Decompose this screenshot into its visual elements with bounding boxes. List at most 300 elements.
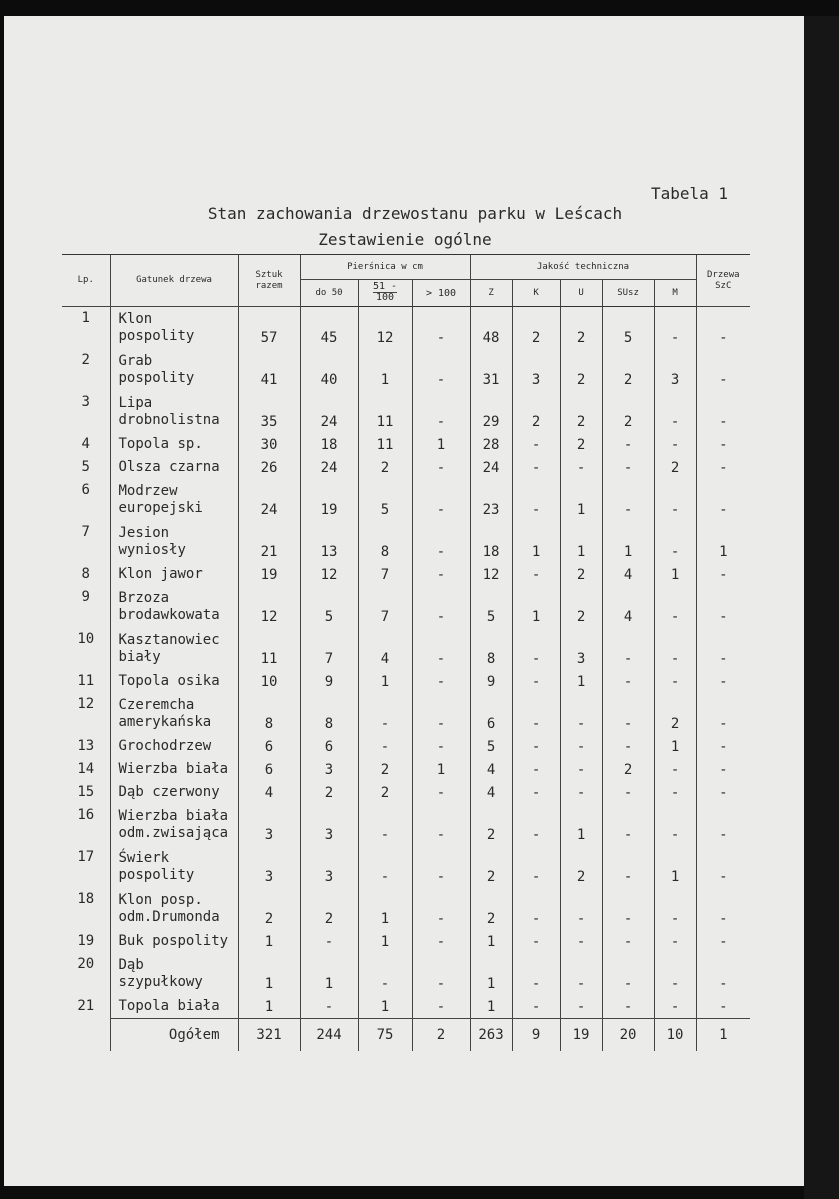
row-lp: 3: [81, 394, 90, 410]
species-name-line1: Topola biała: [118, 998, 220, 1014]
value-cell: -: [412, 804, 470, 846]
species-name-line1: Kasztanowiec: [118, 632, 220, 648]
value-cell: -: [560, 930, 602, 953]
value-cell: -: [602, 930, 654, 953]
value-cell: -: [696, 307, 750, 350]
value-cell: 5: [470, 586, 512, 628]
range-bottom: 100: [375, 292, 395, 303]
value-cell: 11: [238, 628, 300, 670]
value-cell: 7: [358, 563, 412, 586]
table-number: Tabela 1: [651, 184, 729, 203]
table-row: [62, 693, 750, 735]
value-cell: -: [602, 456, 654, 479]
value-cell: -: [560, 995, 602, 1019]
total-cell: 20: [602, 1019, 654, 1052]
species-name-line1: Topola sp.: [118, 436, 203, 452]
page-title: Stan zachowania drzewostanu parku w Leścach: [207, 204, 623, 223]
species-name-line1: Klon: [118, 311, 153, 327]
value-cell: 26: [238, 456, 300, 479]
value-cell: 8: [470, 628, 512, 670]
row-lp: 21: [77, 998, 95, 1014]
value-cell: -: [696, 433, 750, 456]
value-cell: 45: [300, 307, 358, 350]
value-cell: 4: [470, 758, 512, 781]
value-cell: 2: [358, 758, 412, 781]
total-cell: 321: [238, 1019, 300, 1052]
species-name: [110, 391, 238, 433]
species-name-line2: biały: [118, 649, 161, 665]
value-cell: 23: [470, 479, 512, 521]
value-cell: 11: [358, 433, 412, 456]
value-cell: 1: [560, 670, 602, 693]
value-cell: -: [696, 563, 750, 586]
species-name-line2: odm.zwisająca: [118, 825, 229, 841]
value-cell: -: [412, 930, 470, 953]
header-over100: > 100: [412, 280, 470, 307]
value-cell: -: [654, 670, 696, 693]
total-cell: 2: [412, 1019, 470, 1052]
value-cell: 2: [654, 456, 696, 479]
value-cell: 24: [238, 479, 300, 521]
value-cell: 21: [238, 521, 300, 563]
table-row: [62, 521, 750, 563]
total-cell: 9: [512, 1019, 560, 1052]
range-fraction: [373, 282, 397, 303]
value-cell: -: [654, 995, 696, 1019]
value-cell: 2: [470, 846, 512, 888]
value-cell: 11: [358, 391, 412, 433]
value-cell: 2: [560, 307, 602, 350]
range-top: 51 -: [372, 281, 398, 292]
species-name: [110, 781, 238, 804]
species-name-line2: amerykańska: [118, 714, 212, 730]
value-cell: 4: [470, 781, 512, 804]
total-cell: 75: [358, 1019, 412, 1052]
header-u: U: [560, 280, 602, 307]
value-cell: 10: [238, 670, 300, 693]
value-cell: 12: [300, 563, 358, 586]
species-name-line1: Lipa: [118, 395, 153, 411]
table-row: [62, 391, 750, 433]
value-cell: -: [412, 563, 470, 586]
value-cell: 3: [512, 349, 560, 391]
value-cell: 7: [300, 628, 358, 670]
value-cell: 31: [470, 349, 512, 391]
value-cell: 48: [470, 307, 512, 350]
value-cell: 6: [238, 735, 300, 758]
value-cell: -: [512, 953, 560, 995]
table-row: [62, 953, 750, 995]
table-row: [62, 433, 750, 456]
species-name: [110, 735, 238, 758]
value-cell: 4: [238, 781, 300, 804]
total-cell: 10: [654, 1019, 696, 1052]
row-lp: 18: [77, 891, 95, 907]
value-cell: 5: [602, 307, 654, 350]
value-cell: -: [696, 846, 750, 888]
species-name: [110, 349, 238, 391]
value-cell: 1: [654, 563, 696, 586]
value-cell: -: [696, 953, 750, 995]
value-cell: -: [696, 735, 750, 758]
table-row: [62, 563, 750, 586]
species-name-line1: Wierzba biała: [118, 808, 229, 824]
value-cell: 1: [238, 930, 300, 953]
species-name-line2: odm.Drumonda: [118, 909, 220, 925]
value-cell: 4: [358, 628, 412, 670]
header-gatunek: Gatunek drzewa: [110, 255, 238, 307]
value-cell: -: [560, 735, 602, 758]
table-row: [62, 781, 750, 804]
species-name: [110, 479, 238, 521]
row-lp: 8: [81, 566, 90, 582]
scan-edge: [804, 16, 839, 1199]
value-cell: -: [560, 456, 602, 479]
value-cell: -: [696, 479, 750, 521]
species-name: [110, 628, 238, 670]
value-cell: 2: [358, 781, 412, 804]
species-name-line1: Klon posp.: [118, 892, 203, 908]
value-cell: -: [696, 391, 750, 433]
value-cell: -: [696, 670, 750, 693]
species-name-line2: europejski: [118, 500, 203, 516]
value-cell: -: [512, 433, 560, 456]
value-cell: -: [654, 628, 696, 670]
value-cell: 2: [654, 693, 696, 735]
value-cell: -: [412, 735, 470, 758]
value-cell: 2: [560, 433, 602, 456]
species-name-line1: Grochodrzew: [118, 738, 212, 754]
value-cell: 2: [512, 391, 560, 433]
value-cell: -: [602, 781, 654, 804]
value-cell: 57: [238, 307, 300, 350]
value-cell: 1: [470, 995, 512, 1019]
value-cell: 24: [470, 456, 512, 479]
value-cell: -: [412, 479, 470, 521]
value-cell: -: [654, 930, 696, 953]
species-name-line2: brodawkowata: [118, 607, 220, 623]
value-cell: -: [602, 433, 654, 456]
species-name-line2: szypułkowy: [118, 974, 203, 990]
total-label: Ogółem: [110, 1019, 238, 1052]
species-name-line2: pospolity: [118, 328, 195, 344]
value-cell: -: [512, 479, 560, 521]
value-cell: 9: [470, 670, 512, 693]
table-row: [62, 456, 750, 479]
species-name: [110, 888, 238, 930]
species-name-line1: Dąb: [118, 957, 144, 973]
value-cell: 1: [300, 953, 358, 995]
value-cell: 1: [602, 521, 654, 563]
header-lp: Lp.: [62, 255, 110, 307]
value-cell: -: [512, 628, 560, 670]
value-cell: 1: [412, 758, 470, 781]
value-cell: 18: [470, 521, 512, 563]
value-cell: 1: [358, 670, 412, 693]
species-name: [110, 521, 238, 563]
table-row: [62, 307, 750, 350]
value-cell: -: [512, 930, 560, 953]
species-name: [110, 758, 238, 781]
value-cell: 1: [654, 846, 696, 888]
value-cell: 1: [412, 433, 470, 456]
header-drzewa: [696, 255, 750, 307]
value-cell: -: [654, 804, 696, 846]
value-cell: 12: [470, 563, 512, 586]
value-cell: 2: [300, 888, 358, 930]
header-susz: SUsz: [602, 280, 654, 307]
value-cell: -: [560, 953, 602, 995]
species-name-line1: Modrzew: [118, 483, 178, 499]
value-cell: -: [602, 888, 654, 930]
row-lp: 16: [77, 807, 95, 823]
value-cell: -: [560, 781, 602, 804]
species-name-line1: Klon jawor: [118, 566, 203, 582]
table-row: [62, 628, 750, 670]
row-lp: 20: [77, 956, 95, 972]
value-cell: 2: [560, 586, 602, 628]
header-51-100: [358, 280, 412, 307]
value-cell: -: [696, 995, 750, 1019]
value-cell: -: [512, 563, 560, 586]
value-cell: -: [654, 758, 696, 781]
value-cell: 1: [560, 521, 602, 563]
species-name-line1: Brzoza: [118, 590, 170, 606]
table-row: [62, 586, 750, 628]
value-cell: -: [412, 456, 470, 479]
value-cell: -: [412, 781, 470, 804]
value-cell: 1: [560, 804, 602, 846]
species-name-line2: drobnolistna: [118, 412, 220, 428]
species-name: [110, 456, 238, 479]
species-name-line1: Świerk: [118, 850, 170, 866]
value-cell: 40: [300, 349, 358, 391]
value-cell: -: [512, 781, 560, 804]
species-name-line1: Wierzba biała: [118, 761, 229, 777]
value-cell: 1: [358, 930, 412, 953]
value-cell: -: [512, 693, 560, 735]
value-cell: -: [512, 735, 560, 758]
table-row: [62, 735, 750, 758]
value-cell: 9: [300, 670, 358, 693]
value-cell: -: [358, 735, 412, 758]
value-cell: 35: [238, 391, 300, 433]
species-name: [110, 953, 238, 995]
value-cell: -: [602, 995, 654, 1019]
species-name: [110, 586, 238, 628]
value-cell: -: [602, 670, 654, 693]
row-lp: 10: [77, 631, 95, 647]
value-cell: -: [512, 758, 560, 781]
species-name: [110, 433, 238, 456]
value-cell: -: [512, 456, 560, 479]
total-cell: 244: [300, 1019, 358, 1052]
value-cell: 5: [470, 735, 512, 758]
header-drzewa-line1: Drzewa: [707, 269, 740, 280]
header-sztuk: [238, 255, 300, 307]
row-lp: 4: [81, 436, 90, 452]
row-lp: 17: [77, 849, 95, 865]
value-cell: 28: [470, 433, 512, 456]
value-cell: 29: [470, 391, 512, 433]
value-cell: -: [512, 804, 560, 846]
row-lp: 2: [81, 352, 90, 368]
value-cell: 24: [300, 456, 358, 479]
species-name: [110, 995, 238, 1019]
species-name-line1: Dąb czerwony: [118, 784, 220, 800]
value-cell: 8: [238, 693, 300, 735]
value-cell: 1: [238, 995, 300, 1019]
value-cell: 2: [602, 349, 654, 391]
species-name: [110, 930, 238, 953]
species-name: [110, 563, 238, 586]
value-cell: 2: [300, 781, 358, 804]
value-cell: -: [512, 670, 560, 693]
table-row: [62, 930, 750, 953]
value-cell: -: [412, 888, 470, 930]
value-cell: -: [602, 804, 654, 846]
value-cell: -: [696, 628, 750, 670]
species-name-line1: Olsza czarna: [118, 459, 220, 475]
value-cell: -: [412, 628, 470, 670]
value-cell: -: [654, 391, 696, 433]
table-row: [62, 349, 750, 391]
value-cell: 5: [300, 586, 358, 628]
total-row: [62, 1019, 750, 1052]
value-cell: -: [412, 670, 470, 693]
value-cell: 1: [560, 479, 602, 521]
value-cell: 3: [238, 804, 300, 846]
header-piersnica: Pierśnica w cm: [300, 255, 470, 280]
header-jakosc: Jakość techniczna: [470, 255, 696, 280]
table-row: [62, 670, 750, 693]
value-cell: -: [412, 391, 470, 433]
value-cell: -: [654, 586, 696, 628]
value-cell: 1: [696, 521, 750, 563]
row-lp: 5: [81, 459, 90, 475]
value-cell: -: [358, 953, 412, 995]
header-do50: do 50: [300, 280, 358, 307]
value-cell: -: [696, 456, 750, 479]
value-cell: 6: [238, 758, 300, 781]
row-lp: 6: [81, 482, 90, 498]
species-name-line2: pospolity: [118, 370, 195, 386]
header-z: Z: [470, 280, 512, 307]
value-cell: 4: [602, 586, 654, 628]
value-cell: -: [412, 521, 470, 563]
header-sztuk-line1: Sztuk: [255, 269, 283, 280]
value-cell: -: [602, 735, 654, 758]
value-cell: 3: [300, 804, 358, 846]
value-cell: -: [654, 953, 696, 995]
value-cell: -: [300, 930, 358, 953]
value-cell: 1: [654, 735, 696, 758]
value-cell: 2: [238, 888, 300, 930]
header-drzewa-line2: SzC: [715, 280, 732, 291]
value-cell: 5: [358, 479, 412, 521]
row-lp: 15: [77, 784, 95, 800]
value-cell: 2: [512, 307, 560, 350]
value-cell: 4: [602, 563, 654, 586]
value-cell: 2: [560, 846, 602, 888]
value-cell: -: [696, 693, 750, 735]
header-k: K: [512, 280, 560, 307]
value-cell: -: [512, 888, 560, 930]
value-cell: 2: [560, 349, 602, 391]
table-row: [62, 995, 750, 1019]
value-cell: -: [560, 888, 602, 930]
data-table: [62, 254, 750, 1051]
header-m: M: [654, 280, 696, 307]
value-cell: -: [654, 307, 696, 350]
value-cell: 2: [602, 391, 654, 433]
value-cell: -: [512, 846, 560, 888]
species-name-line1: Grab: [118, 353, 153, 369]
row-lp: 7: [81, 524, 90, 540]
value-cell: 7: [358, 586, 412, 628]
value-cell: 3: [300, 758, 358, 781]
value-cell: 2: [470, 804, 512, 846]
value-cell: -: [654, 521, 696, 563]
row-lp: 9: [81, 589, 90, 605]
value-cell: 41: [238, 349, 300, 391]
row-lp: 1: [81, 310, 90, 326]
value-cell: 1: [358, 995, 412, 1019]
value-cell: 8: [300, 693, 358, 735]
total-cell: 263: [470, 1019, 512, 1052]
value-cell: 1: [470, 953, 512, 995]
species-name-line1: Topola osika: [118, 673, 220, 689]
value-cell: -: [412, 846, 470, 888]
row-lp: 13: [77, 738, 95, 754]
value-cell: 2: [470, 888, 512, 930]
value-cell: 1: [358, 349, 412, 391]
total-cell: 1: [696, 1019, 750, 1052]
value-cell: -: [412, 307, 470, 350]
table-row: [62, 846, 750, 888]
value-cell: -: [654, 781, 696, 804]
table-row: [62, 479, 750, 521]
species-name: [110, 670, 238, 693]
value-cell: -: [602, 846, 654, 888]
value-cell: -: [602, 693, 654, 735]
table-row: [62, 758, 750, 781]
value-cell: 6: [470, 693, 512, 735]
value-cell: -: [602, 953, 654, 995]
value-cell: -: [412, 995, 470, 1019]
value-cell: 18: [300, 433, 358, 456]
value-cell: -: [654, 479, 696, 521]
species-name-line1: Buk pospolity: [118, 933, 229, 949]
value-cell: -: [696, 781, 750, 804]
table-row: [62, 804, 750, 846]
species-name-line2: pospolity: [118, 867, 195, 883]
value-cell: -: [654, 433, 696, 456]
value-cell: -: [512, 995, 560, 1019]
value-cell: -: [696, 930, 750, 953]
value-cell: 1: [512, 586, 560, 628]
value-cell: 1: [238, 953, 300, 995]
value-cell: -: [696, 586, 750, 628]
row-lp: 11: [77, 673, 95, 689]
value-cell: 12: [358, 307, 412, 350]
value-cell: 3: [238, 846, 300, 888]
value-cell: -: [560, 758, 602, 781]
value-cell: 1: [512, 521, 560, 563]
value-cell: -: [412, 953, 470, 995]
table-row: [62, 888, 750, 930]
species-name-line1: Jesion: [118, 525, 170, 541]
